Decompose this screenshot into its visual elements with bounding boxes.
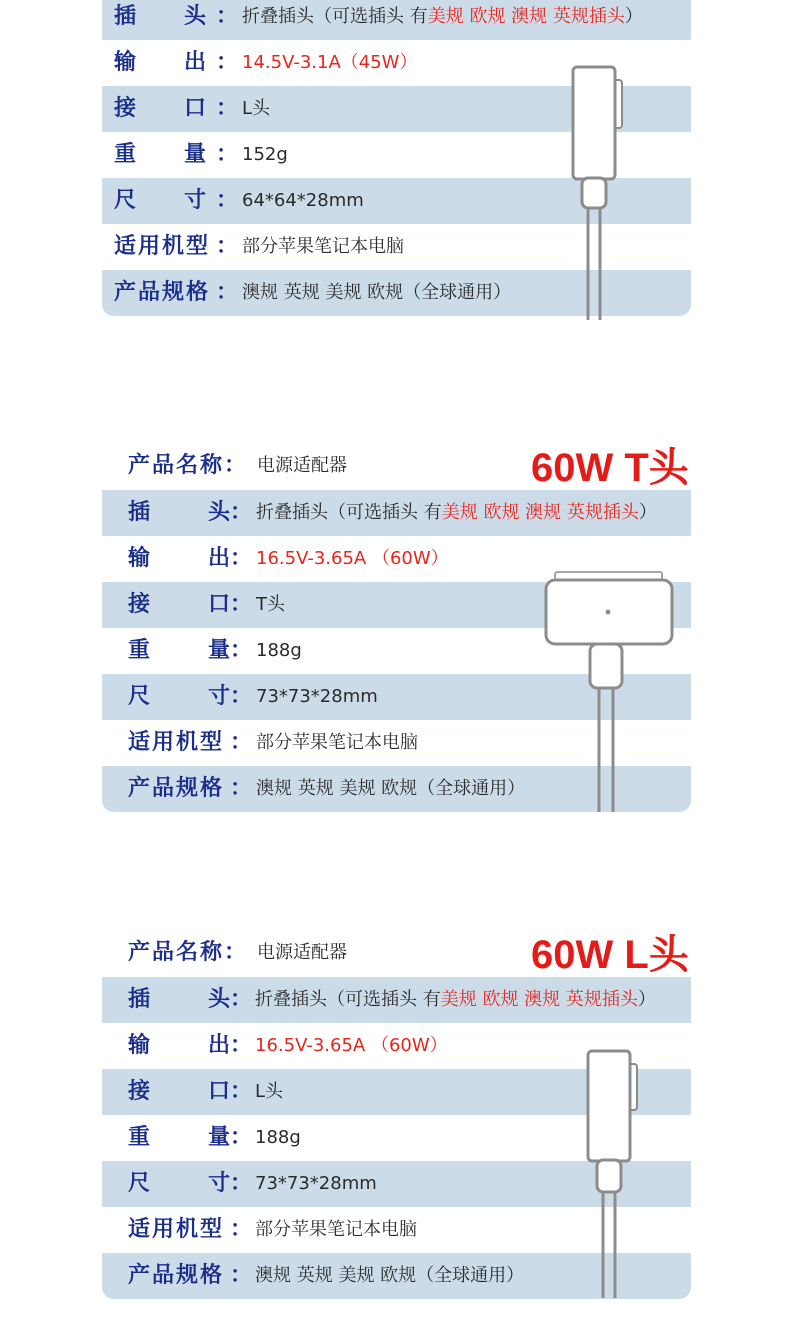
spec-label: 接 口 ： xyxy=(128,1079,253,1104)
spec-value: 188g xyxy=(255,1127,301,1148)
section-title-60w-t: 60W T头 xyxy=(531,446,689,490)
l-tip-connector-illustration xyxy=(585,1046,645,1306)
spec-value: 73*73*28mm xyxy=(256,686,378,707)
spec-label: 适用机型 ： xyxy=(128,1217,253,1242)
spec-value: 折叠插头（可选插头 有美规 欧规 澳规 英规插头） xyxy=(255,989,656,1010)
spec-label: 适用机型 ： xyxy=(128,730,253,755)
l-tip-connector-illustration xyxy=(570,62,630,322)
product-name-label: 产品名称： xyxy=(128,453,249,478)
spec-label: 插 头 ： xyxy=(128,987,253,1012)
spec-value: T头 xyxy=(256,594,285,615)
spec-label: 尺 寸 ： xyxy=(128,1171,253,1196)
spec-value: 73*73*28mm xyxy=(255,1173,377,1194)
product-name-value: 电源适配器 xyxy=(257,455,347,476)
section-title-60w-l: 60W L头 xyxy=(531,933,689,977)
spec-value: 64*64*28mm xyxy=(242,190,364,211)
spec-label: 接 口 ： xyxy=(114,96,239,121)
spec-label: 输 出 ： xyxy=(128,546,253,571)
spec-label: 输 出 ： xyxy=(114,50,239,75)
spec-label: 重 量 ： xyxy=(114,142,239,167)
product-name-label: 产品名称： xyxy=(128,940,249,965)
spec-label: 尺 寸 ： xyxy=(128,684,253,709)
spec-value: L头 xyxy=(242,98,271,119)
spec-value: 188g xyxy=(256,640,302,661)
spec-row-plug xyxy=(102,0,691,40)
spec-label: 产品规格 ： xyxy=(128,1263,253,1288)
spec-value: 16.5V-3.65A （60W） xyxy=(256,548,449,569)
spec-label: 输 出 ： xyxy=(128,1033,253,1058)
spec-label: 接 口 ： xyxy=(128,592,253,617)
t-tip-connector-illustration xyxy=(542,568,682,818)
spec-value: 折叠插头（可选插头 有美规 欧规 澳规 英规插头） xyxy=(256,502,657,523)
spec-label: 产品规格 ： xyxy=(128,776,253,801)
spec-label: 重 量 ： xyxy=(128,1125,253,1150)
spec-value: 澳规 英规 美规 欧规（全球通用） xyxy=(242,282,512,303)
spec-value: 部分苹果笔记本电脑 xyxy=(256,732,418,753)
spec-value: 152g xyxy=(242,144,288,165)
product-name-value: 电源适配器 xyxy=(257,942,347,963)
spec-label: 适用机型 ： xyxy=(114,234,239,259)
spec-value: 部分苹果笔记本电脑 xyxy=(242,236,404,257)
spec-row-plug xyxy=(102,490,691,536)
spec-row-plug xyxy=(102,977,691,1023)
spec-label: 尺 寸 ： xyxy=(114,188,239,213)
spec-value: 部分苹果笔记本电脑 xyxy=(255,1219,417,1240)
spec-value: 澳规 英规 美规 欧规（全球通用） xyxy=(255,1265,525,1286)
spec-value: L头 xyxy=(255,1081,284,1102)
spec-label: 插 头 ： xyxy=(114,4,239,29)
spec-value: 澳规 英规 美规 欧规（全球通用） xyxy=(256,778,526,799)
spec-value: 14.5V-3.1A（45W） xyxy=(242,52,418,73)
spec-label: 重 量 ： xyxy=(128,638,253,663)
spec-value: 16.5V-3.65A （60W） xyxy=(255,1035,448,1056)
spec-value: 折叠插头（可选插头 有美规 欧规 澳规 英规插头） xyxy=(242,6,643,27)
spec-label: 插 头 ： xyxy=(128,500,253,525)
spec-label: 产品规格 ： xyxy=(114,280,239,305)
